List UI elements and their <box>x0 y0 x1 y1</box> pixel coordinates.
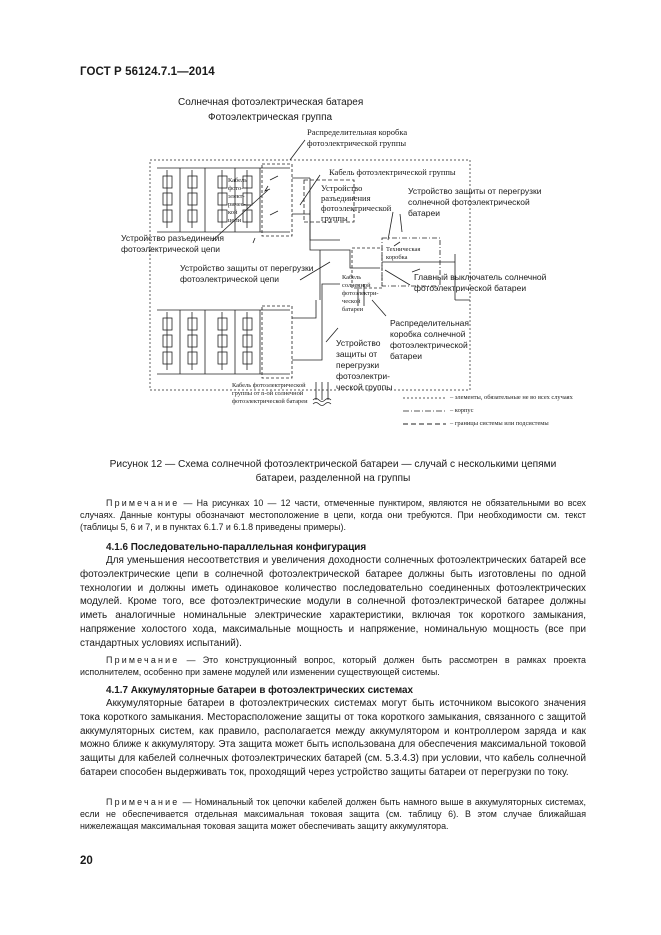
document-header: ГОСТ Р 56124.7.1—2014 <box>80 66 215 78</box>
label-array-overcurrent: Устройство защиты от перегрузки солнечной фотоэлектрической батареи <box>408 186 542 218</box>
legend-optional: – элементы, обязательные не во всех случаях <box>450 394 573 401</box>
label-nth-group-cable: Кабель фотоэлектрической группы от n-ой солнечной фотоэлектрической батареи <box>232 382 308 405</box>
label-string-disconnect: Устройство разъединения фотоэлектрической цепи <box>121 233 224 254</box>
figure-title-group: Фотоэлектрическая группа <box>208 112 333 123</box>
pv-array-diagram <box>0 0 661 460</box>
paragraph-4-1-6: Для уменьшения несоответствия и увеличения доходности солнечных фотоэлектрических батарей все фотоэлектрические цепи в солнечной фотоэлектрической батарее должны быть изготовлены по одной технологии и должны иметь одинаковое количество последовательно соединенных фотоэлектрических модулей. Кроме того, все фотоэлектрические модули в солнечной фотоэлектрической батарее должны иметь аналогичные номинальные электрические характеристики, включая ток короткого замыкания, напряжение холостого хода, максимальные мощность и напряжение, номинальную мощность (все при стандартных условиях испытаний). <box>80 555 586 649</box>
heading-4-1-7: 4.1.7 Аккумуляторные батареи в фотоэлектрических системах <box>106 685 414 696</box>
label-combiner-box: Распределительная коробка фотоэлектрической группы <box>307 127 408 148</box>
legend-boundary: – границы системы или подсистемы <box>450 420 549 427</box>
page-number: 20 <box>80 855 93 867</box>
label-main-switch: Главный выключатель солнечной фотоэлектрической батареи <box>414 272 547 293</box>
label-array-cable: Кабель солнечной фотоэлектри- ческой батареи <box>342 274 379 313</box>
label-string-cable: Кабель фото- элект- ричес- кой цепи <box>228 177 248 224</box>
paragraph-4-1-7: Аккумуляторные батареи в фотоэлектрических системах могут быть источником высокого значения тока короткого замыкания. Месторасположение защиты от тока короткого замыкания, связанного с защитой аккумуляторных систем, как правило, располагается между аккумулятором и контроллером заряда и как можно ближе к аккумулятору. Эта защита может быть использована для обеспечения максимальной токовой защиты для кабелей солнечных фотоэлектрических батарей (см. 5.3.4.3) при условии, что кабель солнечной батареи способен выдерживать ток, проходящий через устройство защиты батареи от перегрузки по току. <box>80 698 586 778</box>
diagram-lines <box>0 0 661 460</box>
figure-title-array: Солнечная фотоэлектрическая батарея <box>178 97 364 108</box>
label-string-overcurrent: Устройство защиты от перегрузки фотоэлектрической цепи <box>180 263 314 284</box>
label-group-cable: Кабель фотоэлектрической группы <box>329 167 456 177</box>
label-tech-box: Техническая коробка <box>386 246 421 261</box>
note-3: Примечание — Номинальный ток цепочки кабелей должен быть намного выше в аккумуляторных системах, если не обеспечивается отдельная максимальная токовая защита (см. таблицу 6). В этом случае ближайшая нижележащая максимальная токовая защита может обеспечивать защиту аккумулятора. <box>80 797 586 832</box>
lower-module-strings <box>157 310 290 374</box>
label-group-overcurrent: Устройство защиты от перегрузки фотоэлектри- ческой группы <box>336 338 393 392</box>
label-array-combiner: Распределительная коробка солнечной фотоэлектрической батареи <box>390 318 470 361</box>
note-1: Примечание — На рисунках 10 — 12 части, отмеченные пунктиром, являются не обязательными во всех случаях. Данные контуры обозначают местоположение в цепи, когда они требуются. При необходимости см. текст (таблицы 5, 6 и 7, и в пунктах 6.1.7 и 6.1.8 приведены примеры). <box>80 498 586 533</box>
upper-module-strings <box>157 168 290 232</box>
label-group-disconnect: Устройство разъединения фотоэлектрической группы <box>321 183 392 223</box>
heading-4-1-6: 4.1.6 Последовательно-параллельная конфигурация <box>106 542 367 553</box>
legend-enclosure: – корпус <box>450 407 474 414</box>
figure-caption: Рисунок 12 — Схема солнечной фотоэлектрической батареи — случай с несколькими цепями батареи, разделенной на группы <box>109 459 557 484</box>
note-2: Примечание — Это конструкционный вопрос, который должен быть рассмотрен в рамках проекта исполнителем, особенно при замене модулей или изменении существующей системы. <box>80 655 586 678</box>
